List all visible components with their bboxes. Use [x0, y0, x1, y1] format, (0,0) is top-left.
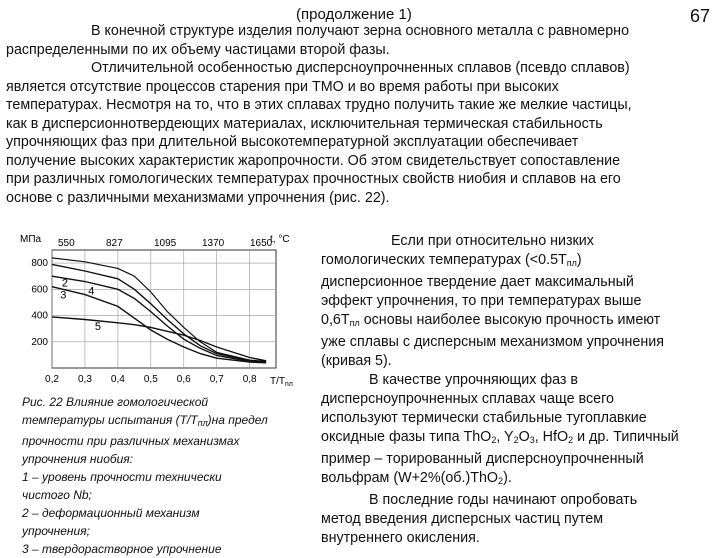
x-tick-label: 0,2	[45, 374, 59, 385]
strength-chart	[8, 230, 308, 390]
text-line: эффект упрочнения, то при температурах выше	[321, 293, 642, 309]
text-line: распределенными по их объему частицами второй фазы.	[6, 41, 390, 58]
text-line: (кривая 5).	[321, 353, 392, 369]
text-line: используют термически стабильные тугоплавкие	[321, 410, 647, 426]
x-tick-label: 0,5	[143, 374, 158, 385]
chart-dynamic	[31, 238, 276, 385]
curve-label: 2	[61, 277, 69, 290]
page-number: 67	[690, 6, 711, 26]
text-line: при различных гомологических температурах прочностных свойств ниобия и сплавов на его	[6, 171, 621, 187]
caption-line: упрочнения ниобия:	[22, 452, 134, 466]
x-tick-label: 0,6	[176, 374, 191, 385]
text-line: уже сплавы с дисперсным механизмом упрочнения	[321, 334, 665, 350]
text-line: пример – торированный дисперсноупрочненный	[321, 451, 644, 467]
caption-line: прочности при различных механизмах	[22, 434, 240, 448]
curve-label: 5	[94, 320, 101, 333]
caption-line: 2 – деформационный механизм	[22, 506, 200, 520]
main-text	[6, 22, 706, 207]
top-tick-label: 1650	[250, 238, 273, 249]
text-line: оксидные фазы типа ThO$_2$, $Y_2O_3$, HfO$_2$ и др. Типичный	[321, 429, 679, 445]
text-line: основе с различными механизмами упрочнения (рис. 22).	[6, 189, 390, 206]
text-line: метод введения дисперсных частиц путем	[321, 511, 604, 527]
x-tick-label: 0,8	[242, 374, 257, 385]
y-tick-label: 800	[31, 258, 48, 270]
series-line	[52, 264, 266, 361]
text-line: В последние годы начинают опробовать	[369, 492, 638, 508]
text-line: Отличительной особенностью дисперсноупрочненных сплавов (псевдо сплавов)	[91, 60, 630, 76]
text-line: дисперсноупрочненных сплавах чаще всего	[321, 391, 614, 407]
x-tick-label: 0,4	[110, 374, 125, 385]
plot-frame	[52, 250, 276, 368]
caption-line: упрочнения;	[22, 524, 90, 538]
caption-line: 1 – уровень прочности технически	[22, 470, 222, 484]
top-axis-label: t, °C	[270, 234, 290, 245]
x-tick-label: 0,3	[77, 374, 92, 385]
x-axis-label: $T/T_{пл}$	[270, 376, 293, 388]
text-line: вольфрам (W+2%(об.)ThO$_2$).	[321, 470, 512, 486]
text-line: получение высоких характеристик жаропрочности. Об этом свидетельствует сопоставление	[6, 152, 621, 169]
text-line: является отсутствие процессов старения при ТМО и во время работы при высоких	[6, 78, 559, 95]
caption-line: чистого Nb;	[22, 488, 92, 502]
x-tick-label: 0,7	[209, 374, 224, 385]
y-axis-label: МПа	[20, 234, 42, 245]
caption-line: температуры испытания $(Т/Т_{пл})на$ предел	[22, 413, 268, 428]
y-tick-label: 200	[31, 336, 48, 348]
text-line: упрочняющих фаз при длительной высокотемпературной эксплуатации обеспечивает	[6, 134, 579, 150]
top-tick-label: 1370	[202, 238, 225, 249]
series-line	[52, 287, 266, 363]
curve-label: 3	[60, 289, 67, 302]
chart-static	[20, 234, 293, 388]
text-line: $0,6Т_{пл}$ основы наиболее высокую прочность имеют	[321, 312, 661, 328]
text-line: В качестве упрочняющих фаз в	[369, 372, 579, 388]
text-line: как в дисперсионнотвердеющих материалах, исключительная термическая стабильность	[6, 115, 603, 132]
text-line: Если при относительно низких	[391, 233, 594, 249]
top-tick-label: 1095	[154, 238, 177, 249]
y-tick-label: 400	[31, 310, 48, 322]
text-line: дисперсионное твердение дает максимальный	[321, 274, 634, 290]
top-tick-label: 550	[58, 238, 75, 249]
curve-label: 4	[88, 285, 95, 298]
text-line: гомологических температурах $(<0.5Т_{пл})$	[321, 252, 582, 268]
figure-caption	[22, 393, 322, 558]
top-tick-label: 827	[106, 238, 123, 249]
continuation-label: (продолжение 1)	[296, 6, 412, 23]
series-line	[52, 317, 266, 361]
caption-line: Рис. 22 Влияние гомологической	[22, 395, 209, 409]
right-column-text	[321, 232, 720, 548]
caption-line: 3 – твердорастворное упрочнение	[22, 542, 222, 556]
text-line: внутреннего окисления.	[321, 530, 480, 546]
series-line	[52, 258, 266, 362]
text-line: температурах. Несмотря на то, что в этих сплавах трудно получить такие же мелкие частицы,	[6, 97, 632, 113]
text-line: В конечной структуре изделия получают зерна основного металла с равномерно	[91, 23, 630, 39]
y-tick-label: 600	[31, 284, 48, 296]
